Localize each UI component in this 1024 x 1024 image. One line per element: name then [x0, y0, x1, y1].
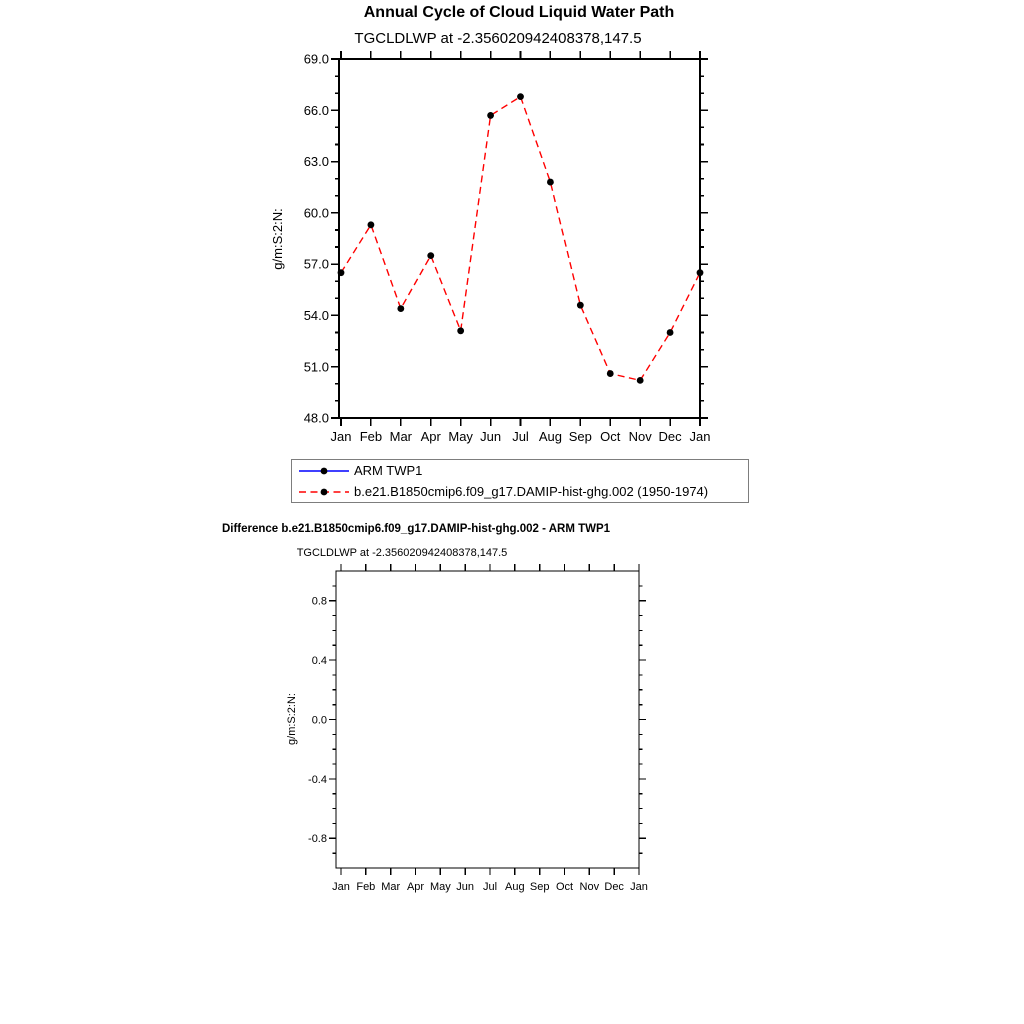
y-tick-label: 57.0 — [303, 256, 329, 272]
x-tick-label: Mar — [381, 881, 401, 893]
x-tick-label: Jan — [332, 881, 350, 893]
x-tick-label: Oct — [555, 881, 574, 893]
x-tick-label: Oct — [600, 429, 621, 444]
y-tick-label: -0.8 — [308, 833, 327, 846]
x-tick-label: Feb — [356, 881, 376, 893]
data-point — [338, 269, 345, 276]
legend-item-obs — [292, 460, 748, 481]
chart1-y-axis-label: g/m:S:2:N: — [270, 208, 285, 270]
chart1-title: Annual Cycle of Cloud Liquid Water Path — [363, 4, 675, 21]
data-point — [637, 377, 644, 384]
data-point — [427, 252, 434, 259]
x-tick-label: Jul — [512, 429, 529, 444]
y-tick-label: 48.0 — [303, 410, 329, 426]
data-point — [547, 179, 554, 186]
x-tick-label: Jan — [689, 429, 711, 444]
x-tick-label: Aug — [538, 429, 562, 444]
legend-box — [291, 459, 749, 503]
data-point — [368, 221, 375, 228]
x-tick-label: May — [448, 429, 473, 444]
chart2-y-axis-label: g/m:S:2:N: — [286, 693, 298, 745]
y-tick-label: 69.0 — [303, 51, 329, 67]
x-tick-label: Jun — [480, 429, 502, 444]
obs-line-sample-icon — [296, 463, 352, 479]
y-tick-label: 63.0 — [303, 154, 329, 170]
data-point — [607, 370, 614, 377]
y-tick-label: 0.8 — [311, 595, 327, 608]
series-line — [341, 97, 700, 381]
x-tick-label: Nov — [628, 429, 652, 444]
plot-frame — [339, 59, 700, 418]
chart2-title: Difference b.e21.B1850cmip6.f09_g17.DAMIP-hist-ghg.002 - ARM TWP1 — [221, 523, 611, 535]
data-point — [517, 93, 524, 100]
x-tick-label: Jun — [456, 881, 475, 893]
x-tick-label: May — [429, 881, 451, 893]
legend-label-model: b.e21.B1850cmip6.f09_g17.DAMIP-hist-ghg.002 (1950-1974) — [354, 484, 709, 499]
x-tick-label: Sep — [568, 429, 592, 444]
data-point — [577, 302, 584, 309]
x-tick-label: Apr — [420, 429, 441, 444]
y-tick-label: 60.0 — [303, 205, 329, 221]
x-tick-label: Dec — [604, 881, 624, 893]
data-point — [487, 112, 494, 119]
data-point — [397, 305, 404, 312]
chart2-subtitle: TGCLDLWP at -2.356020942408378,147.5 — [296, 547, 508, 559]
x-tick-label: Apr — [406, 881, 425, 893]
x-tick-label: Sep — [529, 881, 550, 893]
x-tick-label: Jan — [630, 881, 648, 893]
legend-label-obs: ARM TWP1 — [354, 463, 423, 478]
x-tick-label: Aug — [505, 881, 525, 893]
x-tick-label: Mar — [389, 429, 413, 444]
legend-item-model — [292, 481, 748, 502]
y-tick-label: 51.0 — [303, 359, 329, 375]
chart1-subtitle: TGCLDLWP at -2.356020942408378,147.5 — [354, 30, 642, 47]
y-tick-label: 66.0 — [303, 102, 329, 118]
y-tick-label: -0.4 — [308, 773, 327, 786]
x-tick-label: Jan — [330, 429, 352, 444]
model-line-sample-icon — [296, 484, 352, 500]
y-tick-label: 54.0 — [303, 307, 329, 323]
data-point — [697, 269, 704, 276]
plot-frame — [336, 571, 639, 868]
data-point — [457, 327, 464, 334]
y-tick-label: 0.4 — [311, 654, 327, 667]
x-tick-label: Jul — [482, 881, 498, 893]
y-tick-label: 0.0 — [311, 714, 327, 727]
x-tick-label: Nov — [579, 881, 600, 893]
data-point — [667, 329, 674, 336]
x-tick-label: Dec — [658, 429, 682, 444]
x-tick-label: Feb — [359, 429, 383, 444]
